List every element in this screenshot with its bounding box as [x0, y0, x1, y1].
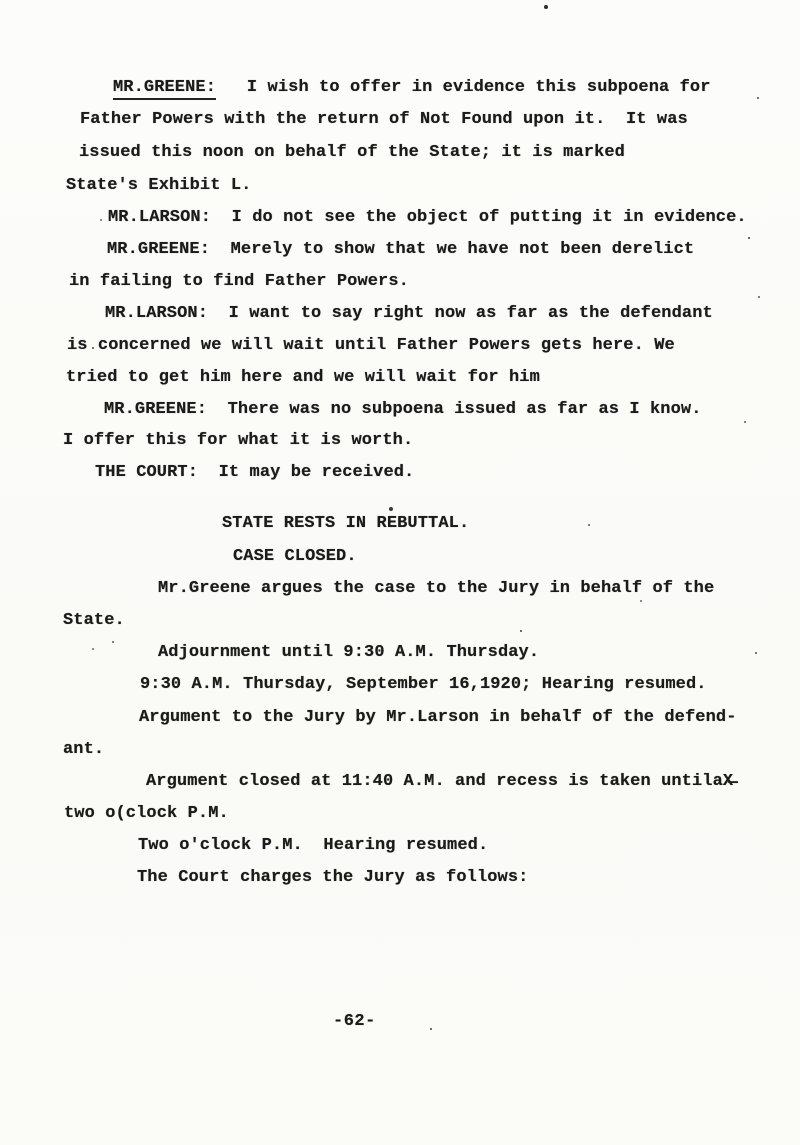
- speaker-label: MR.GREENE:: [113, 78, 216, 100]
- transcript-line: [113, 78, 711, 97]
- transcript-line: two o(clock P.M.: [64, 804, 229, 823]
- transcript-line: MR.LARSON: I do not see the object of putting it in evidence.: [108, 208, 747, 227]
- transcript-line: tried to get him here and we will wait for him: [66, 368, 540, 387]
- transcript-line: Two o'clock P.M. Hearing resumed.: [138, 836, 489, 855]
- transcript-line: MR.LARSON: I want to say right now as far as the defendant: [105, 304, 713, 323]
- page-number: -62-: [333, 1012, 376, 1031]
- transcript-line: MR.GREENE: Merely to show that we have not been derelict: [107, 240, 695, 259]
- transcript-line: Argument to the Jury by Mr.Larson in behalf of the defend-: [139, 708, 737, 727]
- transcript-line: MR.GREENE: There was no subpoena issued as far as I know.: [104, 400, 702, 419]
- transcript-line: THE COURT: It may be received.: [95, 463, 415, 482]
- transcript-line: State's Exhibit L.: [66, 176, 252, 195]
- transcript-line: Argument closed at 11:40 A.M. and recess is taken untilaX̶: [146, 772, 734, 791]
- transcript-line: 9:30 A.M. Thursday, September 16,1920; Hearing resumed.: [140, 675, 707, 694]
- scan-specks: [0, 0, 2, 2]
- transcript-line: is concerned we will wait until Father Powers gets here. We: [67, 336, 675, 355]
- transcript-line: Adjournment until 9:30 A.M. Thursday.: [158, 643, 540, 662]
- transcript-line: I offer this for what it is worth.: [63, 431, 414, 450]
- heading-case-closed: CASE CLOSED.: [233, 547, 357, 566]
- transcript-line: Father Powers with the return of Not Found upon it. It was: [80, 110, 688, 129]
- transcript-line: State.: [63, 611, 125, 630]
- transcript-line: ant.: [63, 740, 105, 759]
- transcript-line: Mr.Greene argues the case to the Jury in behalf of the: [158, 579, 715, 598]
- transcript-line: The Court charges the Jury as follows:: [137, 868, 529, 887]
- transcript-line: in failing to find Father Powers.: [69, 272, 409, 291]
- heading-state-rests: STATE RESTS IN REBUTTAL.: [222, 514, 470, 533]
- line-text: I wish to offer in evidence this subpoena for: [216, 78, 711, 97]
- transcript-line: issued this noon on behalf of the State; it is marked: [79, 143, 625, 162]
